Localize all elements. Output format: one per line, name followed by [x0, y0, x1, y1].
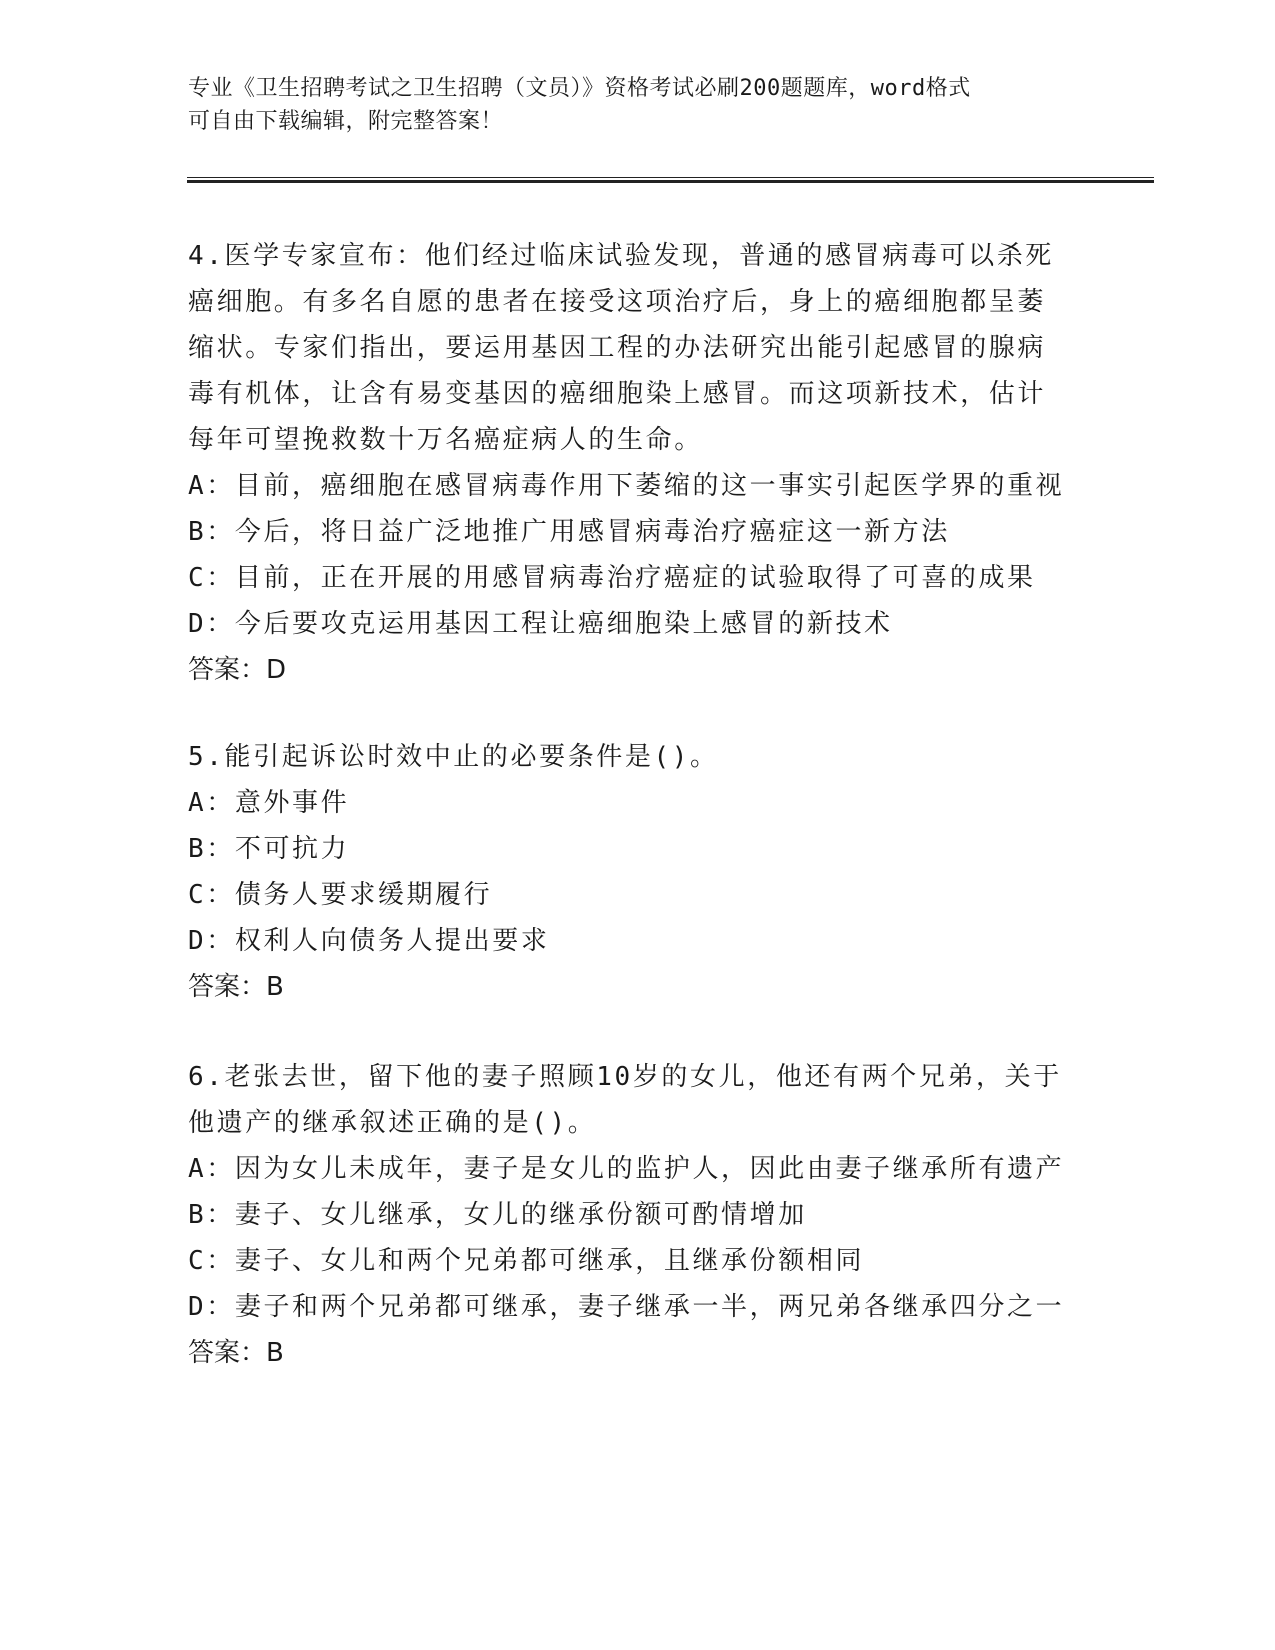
- option-a: A：因为女儿未成年，妻子是女儿的监护人，因此由妻子继承所有遗产: [188, 1154, 1065, 1184]
- stem-line: 5.能引起诉讼时效中止的必要条件是()。: [188, 742, 719, 772]
- answer-label: 答案：B: [188, 972, 284, 1002]
- header-line-2: 可自由下载编辑，附完整答案！: [188, 109, 504, 134]
- question-5: [188, 734, 1088, 1010]
- answer-label: 答案：D: [188, 655, 287, 685]
- stem-line: 癌细胞。有多名自愿的患者在接受这项治疗后，身上的癌细胞都呈萎: [188, 287, 1047, 317]
- question-stem: [188, 233, 1088, 463]
- header-line-1: 专业《卫生招聘考试之卫生招聘（文员）》资格考试必刷200题题库，word格式: [188, 76, 971, 101]
- question-stem: [188, 734, 1088, 780]
- option-d: D：权利人向债务人提出要求: [188, 926, 550, 956]
- option-d: D：妻子和两个兄弟都可继承，妻子继承一半，两兄弟各继承四分之一: [188, 1292, 1065, 1322]
- document-header: [188, 72, 1088, 138]
- header-divider-thick: [187, 180, 1154, 183]
- option-a: A：目前，癌细胞在感冒病毒作用下萎缩的这一事实引起医学界的重视: [188, 471, 1065, 501]
- option-b: B：妻子、女儿继承，女儿的继承份额可酌情增加: [188, 1200, 807, 1230]
- option-d: D：今后要攻克运用基因工程让癌细胞染上感冒的新技术: [188, 609, 893, 639]
- option-a: A：意外事件: [188, 788, 350, 818]
- option-b: B：不可抗力: [188, 834, 350, 864]
- stem-line: 6.老张去世，留下他的妻子照顾10岁的女儿，他还有两个兄弟，关于: [188, 1062, 1062, 1092]
- option-b: B：今后，将日益广泛地推广用感冒病毒治疗癌症这一新方法: [188, 517, 950, 547]
- stem-line: 毒有机体，让含有易变基因的癌细胞染上感冒。而这项新技术，估计: [188, 379, 1047, 409]
- stem-line: 每年可望挽救数十万名癌症病人的生命。: [188, 425, 703, 455]
- option-c: C：债务人要求缓期履行: [188, 880, 493, 910]
- option-c: C：妻子、女儿和两个兄弟都可继承，且继承份额相同: [188, 1246, 865, 1276]
- question-stem: [188, 1054, 1088, 1146]
- stem-line: 他遗产的继承叙述正确的是()。: [188, 1108, 597, 1138]
- option-c: C：目前，正在开展的用感冒病毒治疗癌症的试验取得了可喜的成果: [188, 563, 1036, 593]
- answer-label: 答案：B: [188, 1338, 284, 1368]
- stem-line: 4.医学专家宣布：他们经过临床试验发现，普通的感冒病毒可以杀死: [188, 241, 1054, 271]
- question-4: [188, 233, 1088, 693]
- stem-line: 缩状。专家们指出，要运用基因工程的办法研究出能引起感冒的腺病: [188, 333, 1047, 363]
- header-divider-thin: [187, 177, 1154, 178]
- question-6: [188, 1054, 1088, 1376]
